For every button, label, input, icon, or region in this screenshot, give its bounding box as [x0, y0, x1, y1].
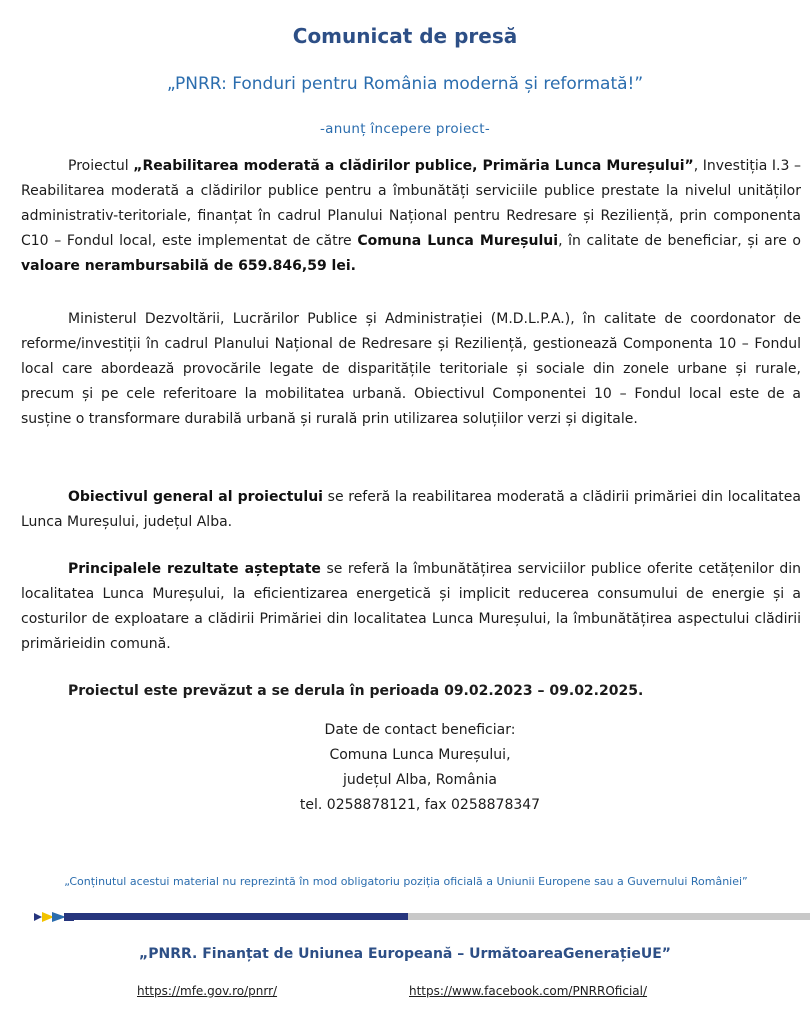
arrow-icon: [32, 911, 74, 923]
footer-divider-bar: [32, 912, 784, 922]
announcement-tag: -anunț începere proiect-: [319, 121, 491, 137]
contact-county: județul Alba, România: [342, 772, 498, 788]
page-subtitle: „PNRR: Fonduri pentru România modernă și reformată!”: [166, 74, 644, 94]
paragraph-objective: [21, 485, 801, 535]
facebook-pnrr-link[interactable]: https://www.facebook.com/PNRROficial/: [409, 984, 648, 998]
divider-blue-segment: [72, 913, 408, 920]
p3-rest: se referă la reabilitarea moderată a clădirii primăriei din localitatea Lunca Mureșului, județul Alba.: [21, 489, 801, 530]
eu-disclaimer: „Conținutul acestui material nu reprezintă în mod obligatoriu poziția oficială a Uniunii Europene sau a Guvernului României”: [64, 875, 748, 888]
p1-text-e: , în calitate de beneficiar, și are o: [558, 233, 802, 249]
p4-bold: Principalele rezultate așteptate: [68, 561, 321, 577]
p1-beneficiary: Comuna Lunca Mureșului: [357, 233, 559, 249]
p1-value: valoare nerambursabilă de 659.846,59 lei.: [21, 258, 356, 274]
p3-bold: Obiectivul general al proiectului: [68, 489, 323, 505]
page-title: Comunicat de presă: [292, 24, 518, 48]
divider-gray-segment: [408, 913, 810, 920]
p1-text-c: , Investiția I.3 – Reabilitarea moderată a clădirilor publice pentru a îmbunătăți serviciile publice prestate la nivelul unităților administrativ-teritoriale, finanțat în cadrul Planului Național pentru Redresare și Reziliență, prin componenta C10 – Fondul local, este implementat de către: [21, 158, 801, 249]
p1-project-name: „Reabilitarea moderată a clădirilor publice, Primăria Lunca Mureșului”: [133, 158, 694, 174]
contact-phone: tel. 0258878121, fax 0258878347: [299, 797, 541, 813]
paragraph-project-intro: [21, 154, 801, 279]
contact-heading: Date de contact beneficiar:: [324, 722, 516, 738]
contact-block: [200, 718, 640, 818]
paragraph-results: [21, 557, 801, 657]
contact-name: Comuna Lunca Mureșului,: [329, 747, 511, 763]
paragraph-ministry: Ministerul Dezvoltării, Lucrărilor Publice și Administrației (M.D.L.P.A.), în calitate de coordonator de reforme/investiții în cadrul Planului Național de Redresare și Reziliență, gestionează Componenta 10 – Fondul local care abordează provocările legate de disparitățile teritoriale și sociale din zonele urbane și rurale, precum și pe cele referitoare la mobilitatea urbană. Obiectivul Componentei 10 – Fondul local este de a susține o transformare durabilă urbană și rurală prin utilizarea soluțiilor verzi și digitale.: [21, 311, 801, 427]
p4-rest: se referă la îmbunătățirea serviciilor publice oferite cetățenilor din localitatea Lunca Mureșului, la eficientizarea energetică și implicit reducerea consumului de energie și a costurilor de exploatare a clădirii Primăriei din localitatea Lunca Mureșului, la îmbunătățirea aspectului clădirii primărieidin comună.: [21, 561, 801, 652]
p1-text-a: Proiectul: [68, 158, 134, 174]
footer-slogan: „PNRR. Finanțat de Uniunea Europeană – UrmătoareaGenerațieUE”: [139, 946, 671, 962]
paragraph-period: Proiectul este prevăzut a se derula în perioada 09.02.2023 – 09.02.2025.: [68, 683, 644, 699]
mfe-pnrr-link[interactable]: https://mfe.gov.ro/pnrr/: [137, 984, 278, 998]
